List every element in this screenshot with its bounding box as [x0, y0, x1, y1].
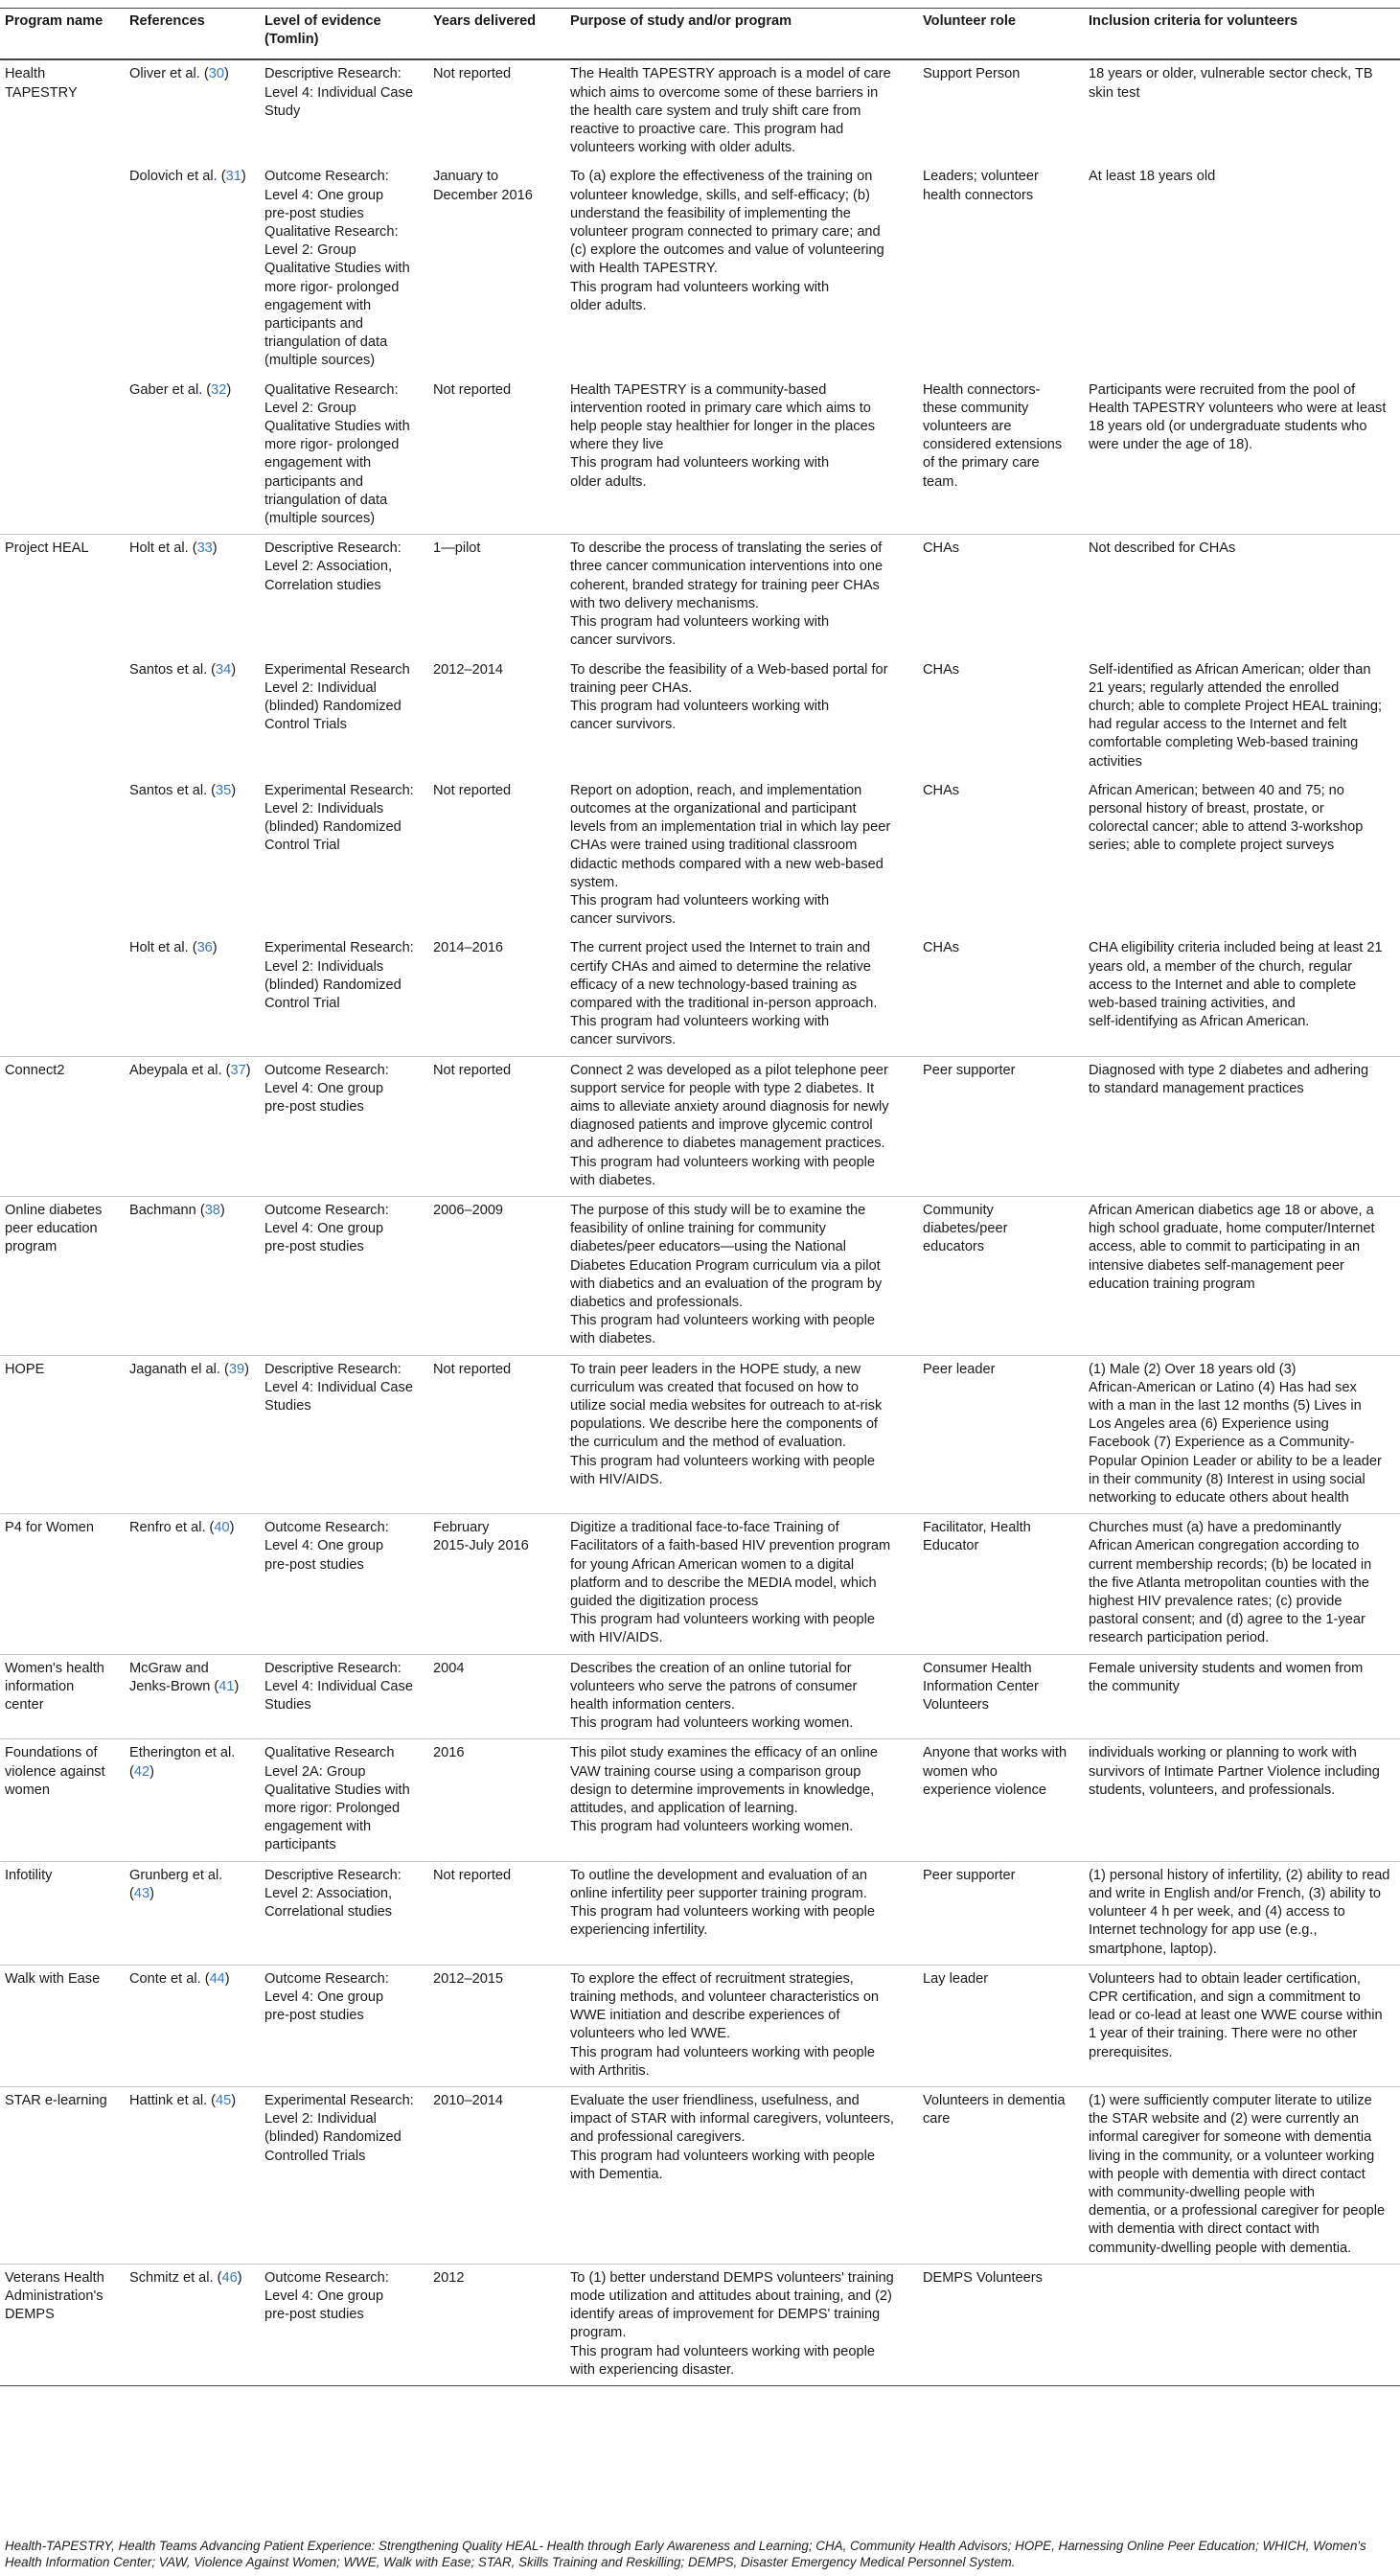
reference-number-link[interactable]: 45 [216, 2092, 232, 2108]
table-row [0, 2086, 1400, 2264]
volunteer-role-cell: CHAs [918, 535, 1084, 656]
reference-number-link[interactable]: 34 [216, 661, 232, 678]
col-header-purpose: Purpose of study and/or program [565, 9, 918, 60]
reference-number-link[interactable]: 42 [133, 1763, 150, 1780]
reference-number-link[interactable]: 33 [196, 540, 213, 557]
volunteer-role-cell: Leaders; volunteer health connectors [923, 169, 1039, 203]
table-row [0, 1514, 1400, 1654]
reference-author: Holt et al. ( [129, 940, 197, 956]
col-header-level: Level of evidence (Tomlin) [260, 9, 428, 60]
program-name-cell [0, 777, 125, 935]
reference-cell [125, 1196, 260, 1355]
reference-author: Renfro et al. ( [129, 1520, 215, 1536]
table-row [0, 934, 1400, 1056]
evidence-level-cell: Outcome Research: Level 4: One group pre-post studies [260, 2264, 428, 2385]
reference-close-paren: ) [224, 1970, 230, 1987]
table-row [0, 1355, 1400, 1514]
reference-close-paren: ) [231, 782, 237, 798]
years-delivered-cell: 2012 [428, 2264, 565, 2385]
years-delivered-cell: February 2015-July 2016 [428, 1514, 565, 1654]
purpose-cell: To train peer leaders in the HOPE study, a new curriculum was created that focused on how to utilize social media websites for outreach to at-risk populations. We describe here the components of the curriculum and the method of evaluation. This program had volunteers working with people with HIV/AIDS. [565, 1355, 918, 1514]
reference-cell [125, 2264, 260, 2385]
reference-number-link[interactable]: 30 [208, 66, 224, 82]
reference-number-link[interactable]: 40 [214, 1520, 230, 1536]
years-delivered-cell: Not reported [428, 1056, 565, 1196]
table-row [0, 163, 1400, 376]
reference-close-paren: ) [231, 661, 237, 678]
reference-cell [125, 1861, 260, 1965]
reference-author: Santos et al. ( [129, 782, 217, 798]
volunteer-role-cell: Consumer Health Information Center Volunteers [918, 1654, 1084, 1739]
program-name-cell [0, 934, 125, 1056]
reference-close-paren: ) [212, 540, 218, 557]
reference-author: Hattink et al. ( [129, 2092, 217, 2108]
table-row [0, 1056, 1400, 1196]
reference-close-paren: ) [212, 940, 218, 956]
evidence-level-cell: Outcome Research: Level 4: One group pre-post studies [260, 1514, 428, 1654]
reference-close-paren: ) [226, 381, 232, 398]
reference-close-paren: ) [231, 2092, 237, 2108]
volunteer-role-cell: Peer leader [918, 1355, 1084, 1514]
volunteer-role-cell: Support Person [918, 59, 1084, 163]
evidence-level-cell: Experimental Research: Level 2: Individuals (blinded) Randomized Control Trial [264, 940, 414, 1011]
program-name-cell: Veterans Health Administration's DEMPS [0, 2264, 125, 2385]
reference-author: Schmitz et al. ( [129, 2269, 222, 2286]
table-row [0, 1654, 1400, 1739]
evidence-level-cell: Descriptive Research: Level 4: Individual Case Studies [260, 1654, 428, 1739]
years-delivered-cell: 1—pilot [428, 535, 565, 656]
purpose-cell: To describe the feasibility of a Web-based portal for training peer CHAs. This program had volunteers working with cancer survivors. [570, 661, 888, 733]
table-row [0, 1739, 1400, 1861]
reference-number-link[interactable]: 41 [218, 1678, 235, 1694]
purpose-cell: To (a) explore the effectiveness of the training on volunteer knowledge, skills, and self-efficacy; (b) understand the feasibility of implementing the volunteer program connected to primary care; and (c) explore the outcomes and value of volunteering with Health TAPESTRY. This program had volunteers working with older adults. [570, 169, 884, 313]
program-name-cell: Online diabetes peer education program [0, 1196, 125, 1355]
years-delivered-cell: 2010–2014 [428, 2086, 565, 2264]
reference-cell [125, 656, 260, 777]
volunteer-role-cell: Peer supporter [918, 1056, 1084, 1196]
evidence-level-cell: Qualitative Research: Level 2: Group Qualitative Studies with more rigor- prolonged engagement with participants and triangulation of data (multiple sources) [264, 381, 410, 527]
reference-cell [125, 1654, 260, 1739]
reference-number-link[interactable]: 38 [204, 1202, 220, 1218]
reference-number-link[interactable]: 31 [225, 169, 241, 185]
reference-number-link[interactable]: 36 [196, 940, 213, 956]
reference-number-link[interactable]: 32 [211, 381, 227, 398]
col-header-role: Volunteer role [918, 9, 1084, 60]
evidence-level-cell: Descriptive Research: Level 2: Association, Correlational studies [260, 1861, 428, 1965]
years-delivered-cell: January to December 2016 [433, 169, 533, 203]
purpose-cell: To describe the process of translating the series of three cancer communication interventions into one coherent, branded strategy for training peer CHAs with two delivery mechanisms. This program had volunteers working with cancer survivors. [565, 535, 918, 656]
volunteer-role-cell: Lay leader [918, 1965, 1084, 2086]
reference-cell [125, 777, 260, 935]
reference-close-paren: ) [149, 1885, 154, 1901]
reference-cell [125, 1739, 260, 1861]
reference-author: Gaber et al. ( [129, 381, 212, 398]
inclusion-criteria-cell: Not described for CHAs [1084, 535, 1400, 656]
volunteer-role-cell: CHAs [923, 940, 960, 956]
inclusion-criteria-cell: CHA eligibility criteria included being at least 21 years old, a member of the church, regular access to the Internet and able to complete web-based training activities, and self-identifying as African American. [1089, 940, 1383, 1030]
evidence-level-cell: Descriptive Research: Level 2: Association, Correlation studies [260, 535, 428, 656]
evidence-level-cell: Outcome Research: Level 4: One group pre-post studies Qualitative Research: Level 2: Group Qualitative Studies with more rigor- prolonged engagement with participants and triangulation of data (multiple sources) [264, 169, 410, 369]
reference-number-link[interactable]: 37 [230, 1062, 246, 1078]
table-row [0, 1861, 1400, 1965]
evidence-level-cell: Experimental Research: Level 2: Individuals (blinded) Randomized Control Trial [264, 782, 414, 854]
program-name-cell: Foundations of violence against women [0, 1739, 125, 1861]
inclusion-criteria-cell [1084, 2264, 1400, 2385]
program-name-cell: Women's health information center [0, 1654, 125, 1739]
evidence-level-cell: Qualitative Research Level 2A: Group Qualitative Studies with more rigor: Prolonged engagement with participants [260, 1739, 428, 1861]
reference-cell [125, 59, 260, 163]
reference-cell [125, 1965, 260, 2086]
volunteer-role-cell: Volunteers in dementia care [918, 2086, 1084, 2264]
reference-close-paren: ) [237, 2269, 242, 2286]
volunteer-role-cell: Community diabetes/peer educators [918, 1196, 1084, 1355]
table-row [0, 2264, 1400, 2385]
evidence-level-cell: Outcome Research: Level 4: One group pre-post studies [260, 1965, 428, 2086]
reference-close-paren: ) [229, 1520, 235, 1536]
reference-cell [125, 2086, 260, 2264]
reference-number-link[interactable]: 35 [216, 782, 232, 798]
col-header-references: References [125, 9, 260, 60]
col-header-program: Program name [0, 9, 125, 60]
program-name-cell: HOPE [0, 1355, 125, 1514]
reference-cell [125, 535, 260, 656]
table-row [0, 777, 1400, 935]
table-header [0, 9, 1400, 60]
reference-author: Santos et al. ( [129, 661, 217, 678]
reference-number-link[interactable]: 46 [221, 2269, 238, 2286]
volunteer-role-cell: Peer supporter [918, 1861, 1084, 1965]
program-name-cell: STAR e-learning [0, 2086, 125, 2264]
reference-close-paren: ) [241, 169, 246, 185]
reference-number-link[interactable]: 39 [228, 1361, 245, 1377]
reference-close-paren: ) [245, 1062, 251, 1078]
reference-author: Conte et al. ( [129, 1970, 210, 1987]
evidence-level-cell: Descriptive Research: Level 4: Individual Case Study [260, 59, 428, 163]
purpose-cell: Digitize a traditional face-to-face Training of Facilitators of a faith-based HIV prevention program for young African American women to a digital platform and to describe the MEDIA model, which guided the digitization process This program had volunteers working with people with HIV/AIDS. [565, 1514, 918, 1654]
reference-cell [125, 377, 260, 535]
program-name-cell: Connect2 [0, 1056, 125, 1196]
years-delivered-cell: 2016 [428, 1739, 565, 1861]
years-delivered-cell: Not reported [428, 1355, 565, 1514]
reference-number-link[interactable]: 44 [209, 1970, 225, 1987]
years-delivered-cell: 2006–2009 [428, 1196, 565, 1355]
table-row [0, 59, 1400, 163]
table-row [0, 656, 1400, 777]
reference-author: McGraw and Jenks-Brown ( [129, 1660, 219, 1694]
purpose-cell: To explore the effect of recruitment strategies, training methods, and volunteer characteristics on WWE initiation and describe experiences of volunteers who led WWE. This program had volunteers working with people with Arthritis. [565, 1965, 918, 2086]
table-body [0, 59, 1400, 2385]
reference-author: Bachmann ( [129, 1202, 205, 1218]
program-name-cell [0, 163, 125, 376]
reference-author: Jaganath el al. ( [129, 1361, 229, 1377]
inclusion-criteria-cell: (1) were sufficiently computer literate to utilize the STAR website and (2) were currently an informal caregiver for someone with dementia living in the community, or a volunteer working with people with dementia with direct contact with community-dwelling people with dementia, or a professional caregiver for people with dementia with direct contact with community-dwelling people with dementia. [1084, 2086, 1400, 2264]
years-delivered-cell: Not reported [433, 782, 512, 798]
years-delivered-cell: 2004 [428, 1654, 565, 1739]
volunteer-role-cell: Anyone that works with women who experience violence [918, 1739, 1084, 1861]
evidence-level-cell: Outcome Research: Level 4: One group pre-post studies [260, 1196, 428, 1355]
purpose-cell: To outline the development and evaluation of an online infertility peer supporter training program. This program had volunteers working with people experiencing infertility. [565, 1861, 918, 1965]
inclusion-criteria-cell: African American diabetics age 18 or above, a high school graduate, home computer/Internet access, able to commit to participating in an intensive diabetes self-management peer education training program [1084, 1196, 1400, 1355]
years-delivered-cell: 2012–2014 [433, 661, 504, 678]
col-header-criteria: Inclusion criteria for volunteers [1084, 9, 1400, 60]
program-name-cell [0, 377, 125, 535]
reference-cell [125, 1514, 260, 1654]
table-row [0, 535, 1400, 656]
inclusion-criteria-cell: At least 18 years old [1089, 169, 1216, 185]
volunteer-role-cell: CHAs [923, 782, 960, 798]
purpose-cell: Report on adoption, reach, and implementation outcomes at the organizational and participant levels from an implementation trial in which lay peer CHAs were trained using traditional classroom didactic methods compared with a new web-based system. This program had volunteers working with cancer survivors. [570, 782, 891, 928]
volunteer-role-cell: Facilitator, Health Educator [918, 1514, 1084, 1654]
evidence-level-cell: Outcome Research: Level 4: One group pre-post studies [260, 1056, 428, 1196]
volunteer-role-cell: CHAs [923, 661, 960, 678]
inclusion-criteria-cell: Female university students and women from the community [1084, 1654, 1400, 1739]
years-delivered-cell: Not reported [433, 381, 512, 398]
inclusion-criteria-cell: individuals working or planning to work with survivors of Intimate Partner Violence including students, volunteers, and professionals. [1084, 1739, 1400, 1861]
inclusion-criteria-cell: Self-identified as African American; older than 21 years; regularly attended the enrolled church; able to complete Project HEAL training; had regular access to the Internet and felt comfortable completing Web-based training activities [1089, 661, 1383, 770]
purpose-cell: To (1) better understand DEMPS volunteers' training mode utilization and attitudes about training, and (2) identify areas of improvement for DEMPS' training program. This program had volunteers working with people with experiencing disaster. [565, 2264, 918, 2385]
inclusion-criteria-cell: African American; between 40 and 75; no personal history of breast, prostate, or colorectal cancer; able to attend 3-workshop series; able to complete project surveys [1089, 782, 1364, 854]
volunteer-role-cell: DEMPS Volunteers [918, 2264, 1084, 2385]
purpose-cell: The current project used the Internet to train and certify CHAs and aimed to determine the relative efficacy of a new technology-based training as compared with the traditional in-person approach. This program had volunteers working with cancer survivors. [570, 940, 878, 1048]
evidence-level-cell: Descriptive Research: Level 4: Individual Case Studies [260, 1355, 428, 1514]
reference-close-paren: ) [223, 66, 229, 82]
table-row [0, 377, 1400, 535]
reference-author: Abeypala et al. ( [129, 1062, 231, 1078]
program-name-cell: Walk with Ease [0, 1965, 125, 2086]
years-delivered-cell: 2014–2016 [433, 940, 504, 956]
reference-cell [125, 934, 260, 1056]
reference-author: Holt et al. ( [129, 540, 197, 557]
evidence-level-cell: Experimental Research: Level 2: Individual (blinded) Randomized Controlled Trials [260, 2086, 428, 2264]
years-delivered-cell: Not reported [428, 1861, 565, 1965]
inclusion-criteria-cell: Participants were recruited from the pool of Health TAPESTRY volunteers who were at least 18 years old (or undergraduate students who were under the age of 18). [1089, 381, 1387, 453]
reference-close-paren: ) [219, 1202, 225, 1218]
reference-author: Grunberg et al. ( [129, 1867, 223, 1901]
purpose-cell: Connect 2 was developed as a pilot telephone peer support service for people with type 2 diabetes. It aims to alleviate anxiety around diagnosis for newly diagnosed patients and improve glycemic control and adherence to diabetes management practices. This program had volunteers working with people with diabetes. [565, 1056, 918, 1196]
evidence-level-cell: Experimental Research Level 2: Individual (blinded) Randomized Control Trials [264, 661, 410, 733]
program-name-cell: Infotility [0, 1861, 125, 1965]
years-delivered-cell: Not reported [428, 59, 565, 163]
program-name-cell: Health TAPESTRY [0, 59, 125, 163]
reference-close-paren: ) [149, 1763, 154, 1780]
reference-cell [125, 1056, 260, 1196]
inclusion-criteria-cell: (1) personal history of infertility, (2) ability to read and write in English and/or French, (3) ability to volunteer 4 h per week, and (4) access to Internet technology for app use (e.g., smartphone, laptop). [1084, 1861, 1400, 1965]
purpose-cell: Health TAPESTRY is a community-based intervention rooted in primary care which aims to help people stay healthier for longer in the places where they live This program had volunteers working with older adults. [570, 381, 876, 490]
inclusion-criteria-cell: 18 years or older, vulnerable sector check, TB skin test [1084, 59, 1400, 163]
purpose-cell: Describes the creation of an online tutorial for volunteers who serve the patrons of consumer health information centers. This program had volunteers working women. [565, 1654, 918, 1739]
volunteer-role-cell: Health connectors- these community volunteers are considered extensions of the primary care team. [923, 381, 1063, 490]
reference-close-paren: ) [234, 1678, 240, 1694]
years-delivered-cell: 2012–2015 [428, 1965, 565, 2086]
col-header-years: Years delivered [428, 9, 565, 60]
table-row [0, 1196, 1400, 1355]
inclusion-criteria-cell: Diagnosed with type 2 diabetes and adhering to standard management practices [1084, 1056, 1400, 1196]
program-name-cell [0, 656, 125, 777]
reference-author: Etherington et al. ( [129, 1745, 236, 1780]
table-footnote: Health-TAPESTRY, Health Teams Advancing Patient Experience: Strengthening Quality HEAL- Health through Early Awareness and Learning; CHA, Community Health Advisors; HOPE, Harnessing Online Peer Education; WHICH, Women's Health Information Center; VAW, Violence Against Women; WWE, Walk with Ease; STAR, Skills Training and Reskilling; DEMPS, Disaster Emergency Medical Personnel System. [5, 2539, 1366, 2569]
reference-author: Oliver et al. ( [129, 66, 209, 82]
inclusion-criteria-cell: (1) Male (2) Over 18 years old (3) African-American or Latino (4) Has had sex with a man in the last 12 months (5) Lives in Los Angeles area (6) Experience using Facebook (7) Experience as a Community- Popular Opinion Leader or ability to be a leader in their community (8) Interest in using social networking to educate others about health [1084, 1355, 1400, 1514]
purpose-cell: The purpose of this study will be to examine the feasibility of online training for community diabetes/peer educators—using the National Diabetes Education Program curriculum via a pilot with diabetics and an evaluation of the program by diabetics and professionals. This program had volunteers working with people with diabetes. [565, 1196, 918, 1355]
program-name-cell: P4 for Women [0, 1514, 125, 1654]
reference-close-paren: ) [244, 1361, 249, 1377]
inclusion-criteria-cell: Churches must (a) have a predominantly African American congregation according to current membership records; (b) be located in the five Atlanta metropolitan counties with the highest HIV prevalence rates; (c) provide pastoral consent; and (d) agree to the 1-year research participation period. [1084, 1514, 1400, 1654]
inclusion-criteria-cell: Volunteers had to obtain leader certification, CPR certification, and sign a commitment to lead or co-lead at least one WWE course within 1 year of their training. There were no other prerequisites. [1084, 1965, 1400, 2086]
purpose-cell: This pilot study examines the efficacy of an online VAW training course using a comparison group design to determine improvements in knowledge, attitudes, and application of learning. This program had volunteers working women. [565, 1739, 918, 1861]
reference-cell [125, 1355, 260, 1514]
purpose-cell: Evaluate the user friendliness, usefulness, and impact of STAR with informal caregivers, volunteers, and professional caregivers. This program had volunteers working with people with Dementia. [565, 2086, 918, 2264]
programs-table [0, 8, 1400, 2386]
purpose-cell: The Health TAPESTRY approach is a model of care which aims to overcome some of these barriers in the health care system and truly shift care from reactive to proactive care. This program had volunteers working with older adults. [565, 59, 918, 163]
table-row [0, 1965, 1400, 2086]
program-name-cell: Project HEAL [0, 535, 125, 656]
reference-cell [125, 163, 260, 376]
reference-number-link[interactable]: 43 [133, 1885, 150, 1901]
header-row [0, 9, 1400, 60]
reference-author: Dolovich et al. ( [129, 169, 226, 185]
